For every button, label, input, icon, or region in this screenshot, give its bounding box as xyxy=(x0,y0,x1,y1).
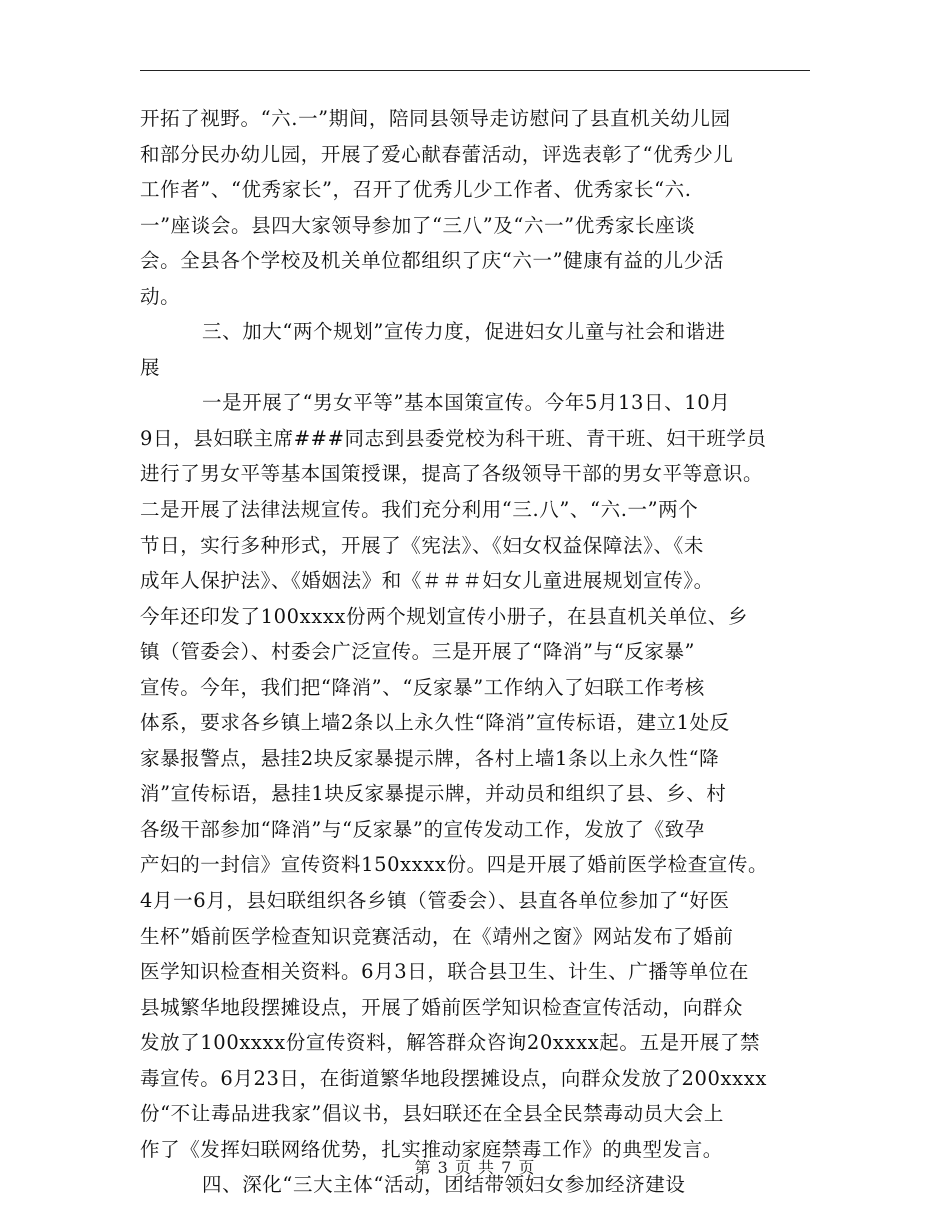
text-line: 开拓了视野。“六.一”期间，陪同县领导走访慰问了县直机关幼儿园 xyxy=(140,107,731,130)
text-line: 发放了100xxxx份宣传资料，解答群众咨询20xxxx起。五是开展了禁 xyxy=(140,1031,761,1055)
text-line: 各级干部参加“降消”与“反家暴”的宣传发动工作，发放了《致孕 xyxy=(140,817,705,841)
text-line: 节日，实行多种形式，开展了《宪法》、《妇女权益保障法》、《未 xyxy=(140,533,705,557)
text-line: 生杯”婚前医学检查知识竞赛活动，在《靖州之窗》网站发布了婚前 xyxy=(140,924,734,948)
section-heading: 三、加大“两个规划”宣传力度，促进妇女儿童与社会和谐进 xyxy=(202,320,726,344)
text-line: 二是开展了法律法规宣传。我们充分利用“三.八”、“六.一”两个 xyxy=(140,498,699,522)
text-line: 一”座谈会。县四大家领导参加了“三八”及“六一”优秀家长座谈 xyxy=(140,213,696,237)
text-line: 家暴报警点，悬挂2块反家暴提示牌，各村上墙1条以上永久性“降 xyxy=(140,746,720,770)
text-line: 9日，县妇联主席###同志到县委党校为科干班、青干班、妇干班学员 xyxy=(140,426,767,450)
text-line: 今年还印发了100xxxx份两个规划宣传小册子，在县直机关单位、乡 xyxy=(140,604,749,628)
page-number-footer: 第 3 页 共 7 页 xyxy=(414,1158,536,1177)
text-line: 宣传。今年，我们把“降消”、“反家暴”工作纳入了妇联工作考核 xyxy=(140,675,705,699)
text-line: 消”宣传标语，悬挂1块反家暴提示牌，并动员和组织了县、乡、村 xyxy=(140,782,727,806)
text-line: 毒宣传。6月23日，在街道繁华地段摆摊设点，向群众发放了200xxxx xyxy=(140,1066,767,1090)
text-line: 和部分民办幼儿园，开展了爱心献春蕾活动，评选表彰了“优秀少儿 xyxy=(140,142,734,166)
section-heading-continuation: 展 xyxy=(140,355,161,379)
text-line: 县城繁华地段摆摊设点，开展了婚前医学知识检查宣传活动，向群众 xyxy=(140,995,744,1019)
text-line: 动。 xyxy=(140,284,181,308)
text-line: 体系，要求各乡镇上墙2条以上永久性“降消”宣传标语，建立1处反 xyxy=(140,711,730,735)
text-line: 进行了男女平等基本国策授课，提高了各级领导干部的男女平等意识。 xyxy=(140,462,764,486)
header-rule xyxy=(140,70,810,71)
document-body xyxy=(140,101,820,1203)
text-line: 作了《发挥妇联网络优势，扎实推动家庭禁毒工作》的典型发言。 xyxy=(140,1137,723,1161)
text-line: 医学知识检查相关资料。6月3日，联合县卫生、计生、广播等单位在 xyxy=(140,960,749,984)
paragraph-start: 一是开展了“男女平等”基本国策宣传。今年5月13日、10月 xyxy=(202,391,731,415)
text-line: 成年人保护法》、《婚姻法》和《＃＃＃妇女儿童进展规划宣传》。 xyxy=(140,569,714,593)
text-line: 份“不让毒品进我家”倡议书，县妇联还在全县全民禁毒动员大会上 xyxy=(140,1102,724,1126)
text-line: 产妇的一封信》宣传资料150xxxx份。四是开展了婚前医学检查宣传。 xyxy=(140,853,769,877)
text-line: 4月一6月，县妇联组织各乡镇（管委会）、县直各单位参加了“好医 xyxy=(140,889,730,913)
section-heading: 四、深化“三大主体“活动，团结带领妇女参加经济建设 xyxy=(202,1173,686,1197)
text-line: 镇（管委会）、村委会广泛宣传。三是开展了“降消”与“反家暴” xyxy=(140,640,696,664)
text-line: 会。全县各个学校及机关单位都组织了庆“六一”健康有益的儿少活 xyxy=(140,249,724,273)
text-line: 工作者”、“优秀家长”，召开了优秀儿少工作者、优秀家长“六. xyxy=(140,178,692,202)
